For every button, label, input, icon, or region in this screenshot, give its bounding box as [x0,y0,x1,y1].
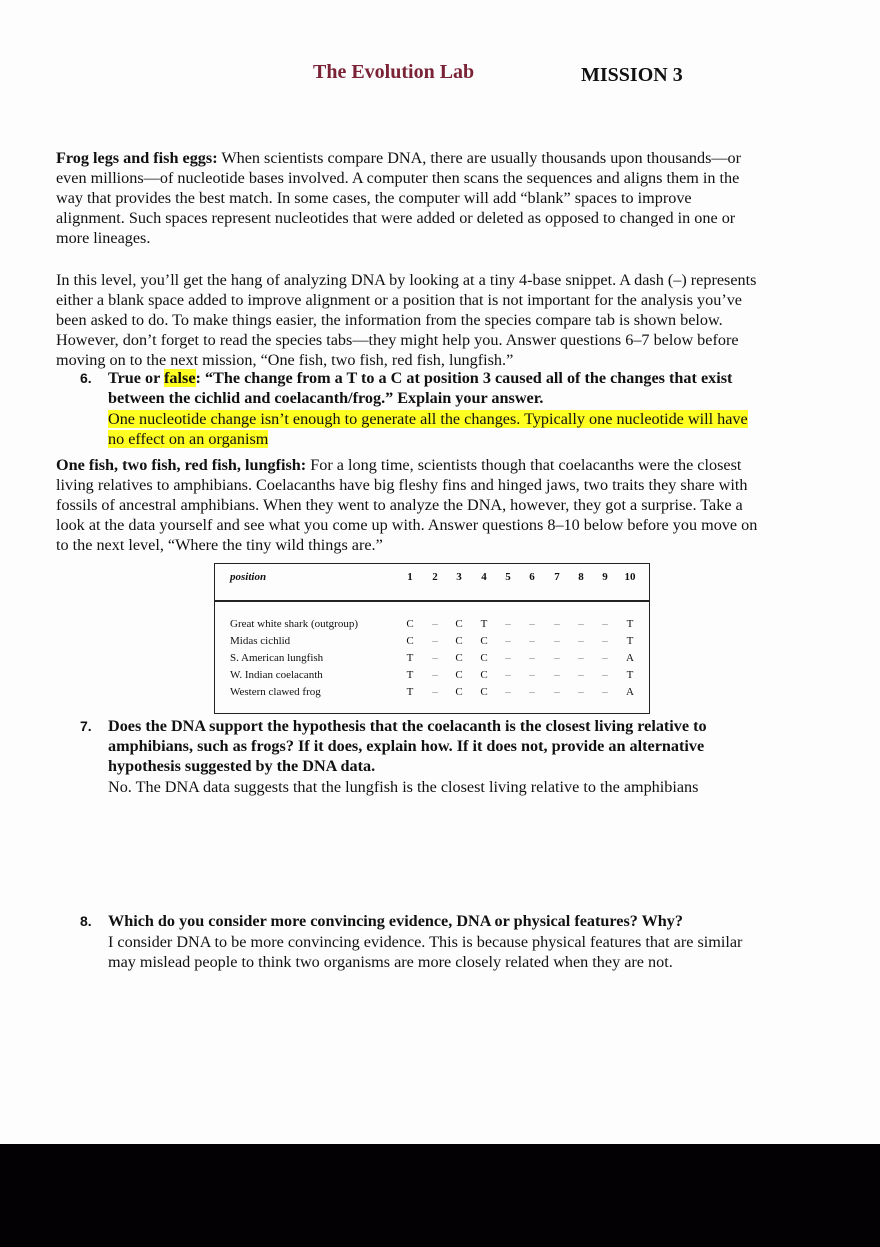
question-text [108,368,800,408]
base-cell: – [578,652,584,664]
table-row [215,635,649,652]
fish-intro-paragraph [56,455,816,555]
base-cell: – [554,635,560,647]
base-cell: – [554,686,560,698]
answer-line: no effect on an organism [108,430,269,448]
question-number: 6. [80,370,92,386]
base-cell: A [626,686,634,698]
dna-comparison-table [214,563,650,714]
position-number: 7 [554,571,560,583]
fish-intro-heading: One fish, two fish, red fish, lungfish: [56,456,307,474]
base-cell: C [480,686,488,698]
highlighted-word: false [164,369,196,387]
base-cell: C [455,618,463,630]
position-number: 1 [407,571,413,583]
base-cell: – [554,618,560,630]
question-line: between the cichlid and coelacanth/frog.” Explain your answer. [108,389,544,407]
base-cell: – [505,618,511,630]
question-text [108,716,800,776]
base-cell: – [554,652,560,664]
table-row [215,686,649,703]
base-cell: C [455,652,463,664]
base-cell: – [554,669,560,681]
position-number: 8 [578,571,584,583]
fish-intro-line: look at the data yourself and see what you come up with. Answer questions 8–10 below before you move on [56,516,758,534]
position-number: 6 [529,571,535,583]
question-line: Does the DNA support the hypothesis that the coelacanth is the closest living relative to [108,717,707,735]
base-cell: C [480,669,488,681]
base-cell: C [406,618,414,630]
base-cell: – [602,686,608,698]
intro-line: way that provides the best match. In some cases, the computer will add “blank” spaces to improve [56,189,692,207]
fish-intro-line: living relatives to amphibians. Coelacanths have big fleshy fins and hinged jaws, two traits they share with [56,476,748,494]
base-cell: – [578,669,584,681]
level-intro-line: moving on to the next mission, “One fish, two fish, red fish, lungfish.” [56,351,514,369]
fish-intro-line: to the next level, “Where the tiny wild things are.” [56,536,383,554]
base-cell: T [406,652,414,664]
base-cell: – [432,618,438,630]
base-cell: – [529,618,535,630]
answer-line: I consider DNA to be more convincing evidence. This is because physical features that are similar [108,933,743,951]
level-intro-line: However, don’t forget to read the species tabs—they might help you. Answer questions 6–7 below before [56,331,739,349]
base-cell: – [602,635,608,647]
position-number: 2 [432,571,438,583]
species-name: S. American lungfish [230,652,324,664]
fish-intro-line: For a long time, scientists though that coelacanths were the closest [310,456,742,474]
base-cell: – [578,635,584,647]
base-cell: – [602,618,608,630]
question-8 [80,911,800,972]
base-cell: C [455,669,463,681]
base-cell: – [505,635,511,647]
black-bar [0,1144,880,1247]
answer-line: One nucleotide change isn’t enough to generate all the changes. Typically one nucleotide will have [108,410,748,428]
base-cell: – [529,635,535,647]
question-text: Which do you consider more convincing evidence, DNA or physical features? Why? [108,912,683,930]
intro-paragraph [56,148,816,248]
species-name: W. Indian coelacanth [230,669,323,681]
base-cell: – [578,618,584,630]
base-cell: – [432,686,438,698]
intro-heading: Frog legs and fish eggs: [56,149,218,167]
answer-line: may mislead people to think two organisms are more closely related when they are not. [108,953,673,971]
table-row [215,618,649,635]
base-cell: C [480,635,488,647]
answer-text[interactable]: No. The DNA data suggests that the lungfish is the closest living relative to the amphibians [108,778,699,796]
position-label: position [230,571,267,583]
intro-line: more lineages. [56,229,151,247]
base-cell: T [406,669,414,681]
fish-intro-line: fossils of ancestral amphibians. When they went to analyze the DNA, however, they got a surprise. Take a [56,496,743,514]
species-name: Midas cichlid [230,635,291,647]
intro-line: When scientists compare DNA, there are usually thousands upon thousands—or [221,149,742,167]
table-row [215,669,649,686]
base-cell: C [480,652,488,664]
position-number: 4 [481,571,487,583]
position-number: 5 [505,571,511,583]
position-number: 10 [624,571,636,583]
position-number: 3 [456,571,462,583]
table-header [215,564,649,602]
base-cell: T [626,669,634,681]
question-6 [80,368,800,449]
level-intro-paragraph [56,270,816,370]
base-cell: – [505,686,511,698]
base-cell: – [432,652,438,664]
base-cell: – [505,669,511,681]
base-cell: – [432,669,438,681]
base-cell: – [602,652,608,664]
table-row [215,652,649,669]
base-cell: – [505,652,511,664]
base-cell: – [529,686,535,698]
base-cell: T [480,618,488,630]
mission-label: MISSION 3 [581,64,683,86]
level-intro-line: In this level, you’ll get the hang of analyzing DNA by looking at a tiny 4-base snippet. A dash (–) represents [56,271,757,289]
intro-line: alignment. Such spaces represent nucleotides that were added or deleted as opposed to changed in one or [56,209,736,227]
base-cell: – [529,669,535,681]
base-cell: A [626,652,634,664]
species-name: Western clawed frog [230,686,321,698]
question-7 [80,716,800,797]
answer-text[interactable] [108,409,800,449]
level-intro-line: either a blank space added to improve alignment or a position that is not important for the analysis you’ve [56,291,742,309]
lab-title: The Evolution Lab [313,61,475,83]
species-name: Great white shark (outgroup) [230,618,358,630]
base-cell: T [406,686,414,698]
question-prefix: True or [108,369,165,387]
position-number: 9 [602,571,608,583]
question-line: amphibians, such as frogs? If it does, explain how. If it does not, provide an alternative [108,737,705,755]
question-line: : “The change from a T to a C at position 3 caused all of the changes that exist [195,369,733,387]
base-cell: T [626,618,634,630]
base-cell: – [578,686,584,698]
base-cell: T [626,635,634,647]
level-intro-line: been asked to do. To make things easier, the information from the species compare tab is shown below. [56,311,723,329]
base-cell: C [455,635,463,647]
question-number: 8. [80,913,92,929]
base-cell: – [602,669,608,681]
intro-line: even millions—of nucleotide bases involved. A computer then scans the sequences and aligns them in the [56,169,740,187]
base-cell: – [529,652,535,664]
base-cell: – [432,635,438,647]
answer-text[interactable] [108,932,800,972]
base-cell: C [455,686,463,698]
question-line: hypothesis suggested by the DNA data. [108,757,376,775]
question-number: 7. [80,718,92,734]
base-cell: C [406,635,414,647]
